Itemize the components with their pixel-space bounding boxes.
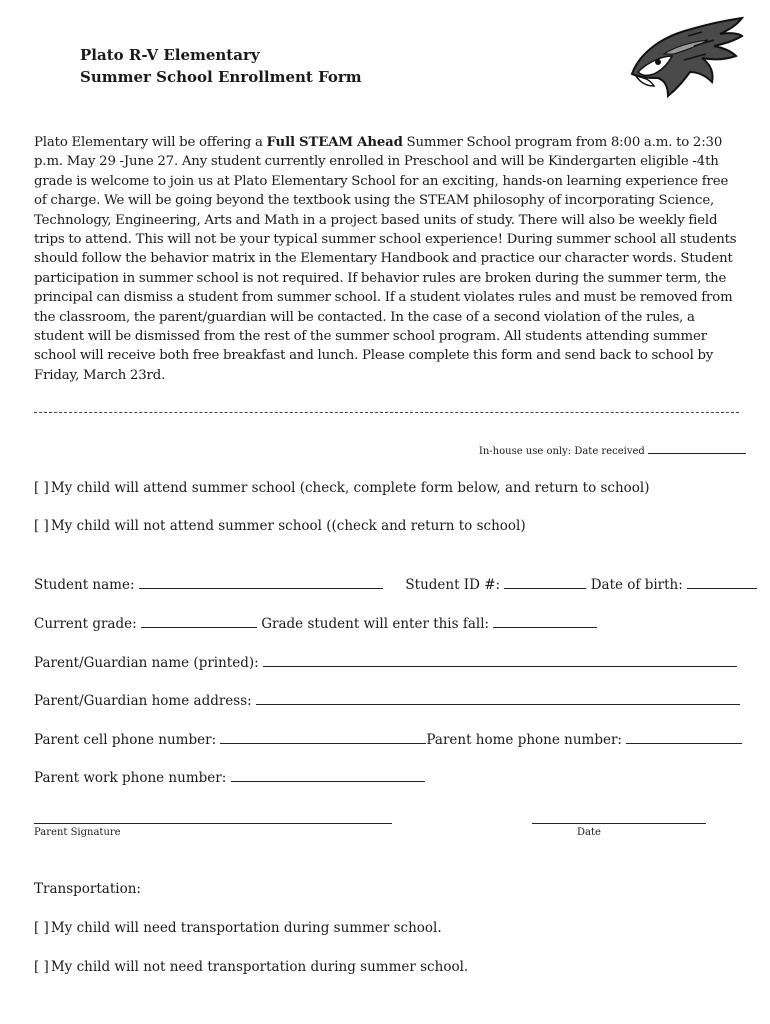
dob-field[interactable] <box>687 574 757 589</box>
home-address-field[interactable] <box>256 690 740 705</box>
eagle-head-icon <box>628 16 744 98</box>
phone-row <box>34 729 742 750</box>
attend-no-label: My child will not attend summer school ((check and return to school) <box>50 518 526 534</box>
work-phone-field[interactable] <box>231 767 425 782</box>
signature-date-line[interactable] <box>532 823 706 824</box>
transport-need-label: My child will need transportation during summer school. <box>50 920 442 936</box>
grade-row <box>34 613 597 634</box>
intro-text-start: Plato Elementary will be offering a <box>34 135 267 150</box>
intro-paragraph <box>34 133 739 385</box>
cell-phone-label: Parent cell phone number: <box>34 732 217 748</box>
transport-need-checkbox[interactable]: [ ] <box>34 920 49 936</box>
work-phone-row <box>34 767 425 788</box>
home-phone-field[interactable] <box>626 729 742 744</box>
cut-line-divider <box>34 412 739 413</box>
form-header <box>80 44 362 88</box>
transport-no-need-label: My child will not need transportation during summer school. <box>50 959 469 975</box>
dob-label: Date of birth: <box>590 577 683 593</box>
program-name: Full STEAM Ahead <box>266 135 403 150</box>
transport-no-need-option[interactable] <box>34 957 468 977</box>
parent-name-label: Parent/Guardian name (printed): <box>34 655 259 671</box>
student-name-label: Student name: <box>34 577 135 593</box>
student-info-row <box>34 574 757 595</box>
student-id-field[interactable] <box>504 574 586 589</box>
intro-text-rest: Summer School program from 8:00 a.m. to 2:30 p.m. May 29 -June 27. Any student currently enrolled in Preschool and will be Kindergarten eligible -4th grade is welcome to join us at Plato Elementary School for an exciting, hands-on learning experience free of charge. We will be going beyond the textbook using the STEAM philosophy of incorporating Science, Technology, Engineering, Arts and Math in a project based units of study. There will also be weekly field trips to attend. This will not be your typical summer school experience! During summer school all students should follow the behavior matrix in the Elementary Handbook and practice our character words. Student participation in summer school is not required. If behavior rules are broken during the summer term, the principal can dismiss a student from summer school. If a student violates rules and must be removed from the classroom, the parent/guardian will be contacted. In the case of a second violation of the rules, a student will be dismissed from the rest of the summer school program. All students attending summer school will receive both free breakfast and lunch. Please complete this form and send back to school by Friday, March 23rd. <box>34 135 737 383</box>
fall-grade-label: Grade student will enter this fall: <box>261 616 490 632</box>
home-address-row <box>34 690 740 711</box>
parent-signature-label: Parent Signature <box>34 827 121 838</box>
attend-yes-option[interactable] <box>34 478 650 498</box>
attend-no-checkbox[interactable]: [ ] <box>34 518 49 534</box>
fall-grade-field[interactable] <box>493 613 597 628</box>
signature-date-label: Date <box>577 827 601 838</box>
parent-name-row <box>34 652 737 673</box>
home-phone-label: Parent home phone number: <box>426 732 622 748</box>
attend-no-option[interactable] <box>34 516 526 536</box>
cell-phone-field[interactable] <box>220 729 426 744</box>
home-address-label: Parent/Guardian home address: <box>34 693 252 709</box>
transportation-heading: Transportation: <box>34 881 141 897</box>
inhouse-label: In-house use only: Date received <box>478 446 645 457</box>
inhouse-date-received <box>479 443 746 459</box>
current-grade-label: Current grade: <box>34 616 137 632</box>
current-grade-field[interactable] <box>141 613 257 628</box>
transport-no-need-checkbox[interactable]: [ ] <box>34 959 49 975</box>
form-title: Summer School Enrollment Form <box>80 68 362 86</box>
parent-signature-line[interactable] <box>34 823 392 824</box>
school-name: Plato R-V Elementary <box>80 46 260 64</box>
transport-need-option[interactable] <box>34 918 442 938</box>
student-id-label: Student ID #: <box>405 577 501 593</box>
parent-name-field[interactable] <box>263 652 737 667</box>
attend-yes-label: My child will attend summer school (check, complete form below, and return to school) <box>50 480 650 496</box>
attend-yes-checkbox[interactable]: [ ] <box>34 480 49 496</box>
student-name-field[interactable] <box>139 574 383 589</box>
work-phone-label: Parent work phone number: <box>34 770 227 786</box>
inhouse-date-blank[interactable] <box>648 443 746 454</box>
